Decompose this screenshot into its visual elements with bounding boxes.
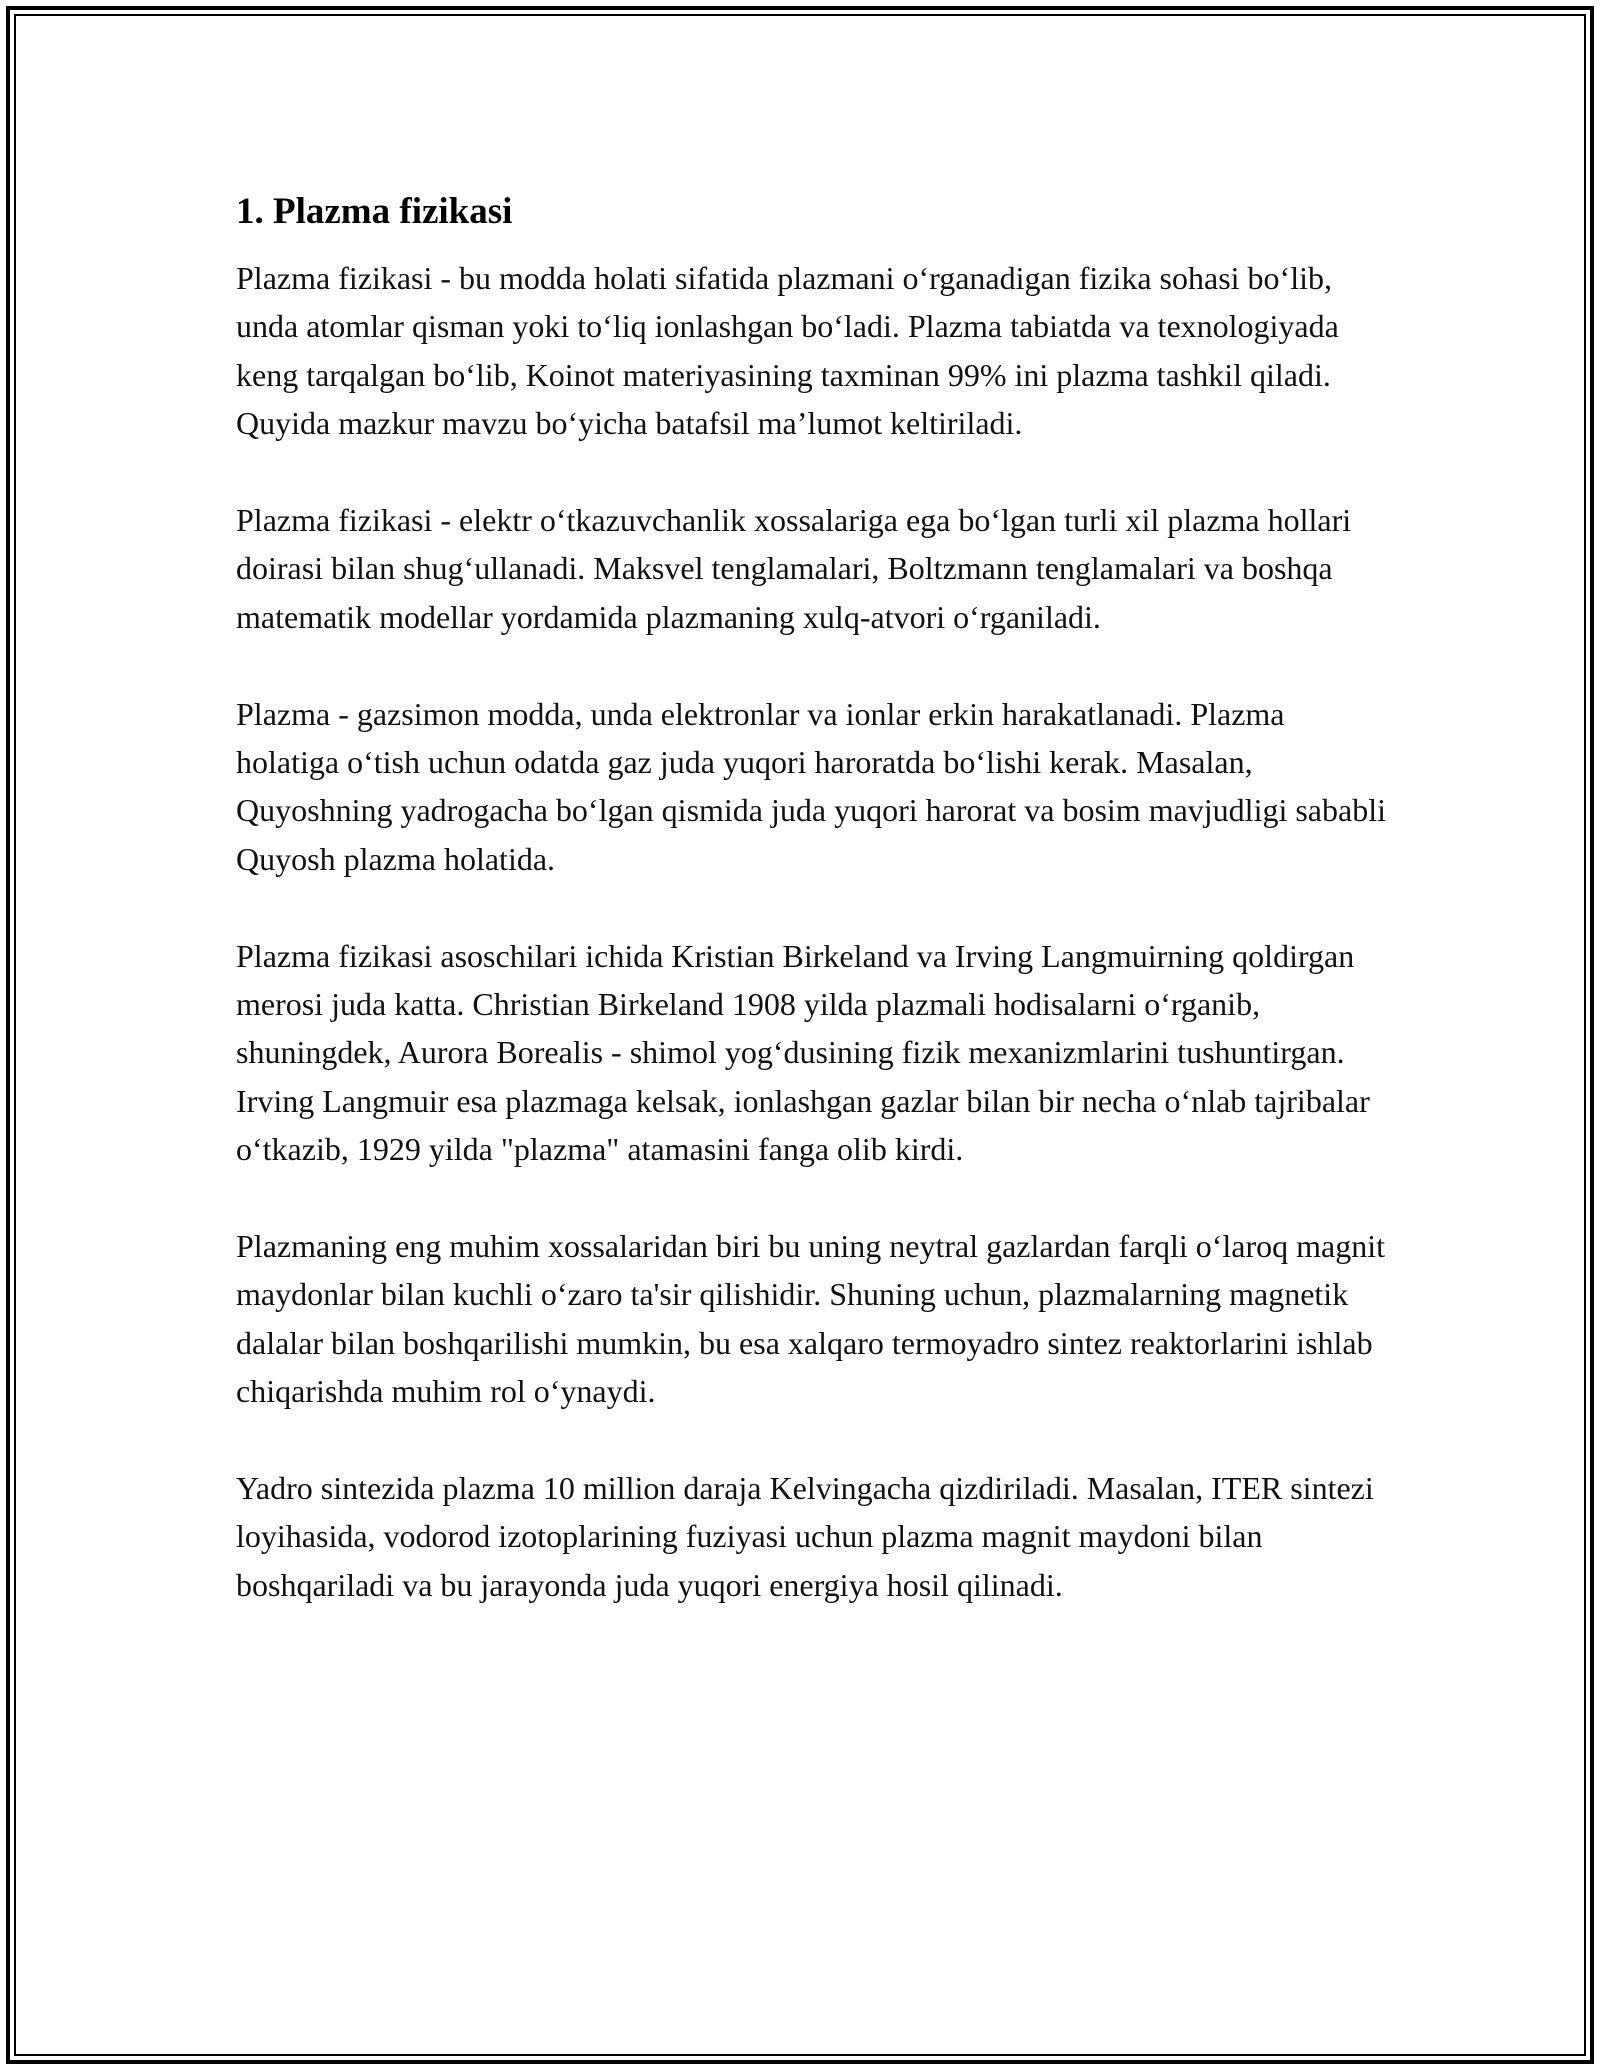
paragraph-fusion: Yadro sintezida plazma 10 million daraja Kelvingacha qizdiriladi. Masalan, ITER sintezi loyihasida, vodorod izotoplarining fuziyasi uchun plazma magnit maydoni bilan boshqariladi va bu jarayonda juda yuqori energiya hosil qilinadi. bbox=[236, 1470, 1374, 1603]
paragraph-intro: Plazma fizikasi - bu modda holati sifatida plazmani o‘rganadigan fizika sohasi bo‘lib, unda atomlar qisman yoki to‘liq ionlashgan bo‘ladi. Plazma tabiatda va texnologiyada keng tarqalgan bo‘lib, Koinot materiyasining taxminan 99% ini plazma tashkil qiladi. Quyida mazkur mavzu bo‘yicha batafsil ma’lumot keltiriladi. bbox=[236, 260, 1339, 442]
paragraph-founders: Plazma fizikasi asoschilari ichida Kristian Birkeland va Irving Langmuirning qoldirgan merosi juda katta. Christian Birkeland 1908 yilda plazmali hodisalarni o‘rganib, shuningdek, Aurora Borealis - shimol yog‘dusining fizik mexanizmlarini tushuntirgan. Irving Langmuir esa plazmaga kelsak, ionlashgan gazlar bilan bir necha o‘nlab tajribalar o‘tkazib, 1929 yilda "plazma" atamasini fanga olib kirdi. bbox=[236, 937, 1370, 1168]
paragraph-gas-state: Plazma - gazsimon modda, unda elektronlar va ionlar erkin harakatlanadi. Plazma holatiga o‘tish uchun odatda gaz juda yuqori haroratda bo‘lishi kerak. Masalan, Quyoshning yadrogacha bo‘lgan qismida juda yuqori harorat va bosim mavjudligi sababli Quyosh plazma holatida. bbox=[236, 695, 1386, 877]
paragraph-magnetic: Plazmaning eng muhim xossalaridan biri bu uning neytral gazlardan farqli o‘laroq magnit maydonlar bilan kuchli o‘zaro ta'sir qilishidir. Shuning uchun, plazmalarning magnetik dalalar bilan boshqarilishi mumkin, bu esa xalqaro termoyadro sintez reaktorlarini ishlab chiqarishda muhim rol o‘ynaydi. bbox=[236, 1228, 1386, 1410]
document-body bbox=[236, 186, 1386, 1609]
paragraph-conductivity: Plazma fizikasi - elektr o‘tkazuvchanlik xossalariga ega bo‘lgan turli xil plazma hollari doirasi bilan shug‘ullanadi. Maksvel tenglamalari, Boltzmann tenglamalari va boshqa matematik modellar yordamida plazmaning xulq-atvori o‘rganiladi. bbox=[236, 502, 1352, 635]
section-heading: 1. Plazma fizikasi bbox=[236, 191, 513, 232]
